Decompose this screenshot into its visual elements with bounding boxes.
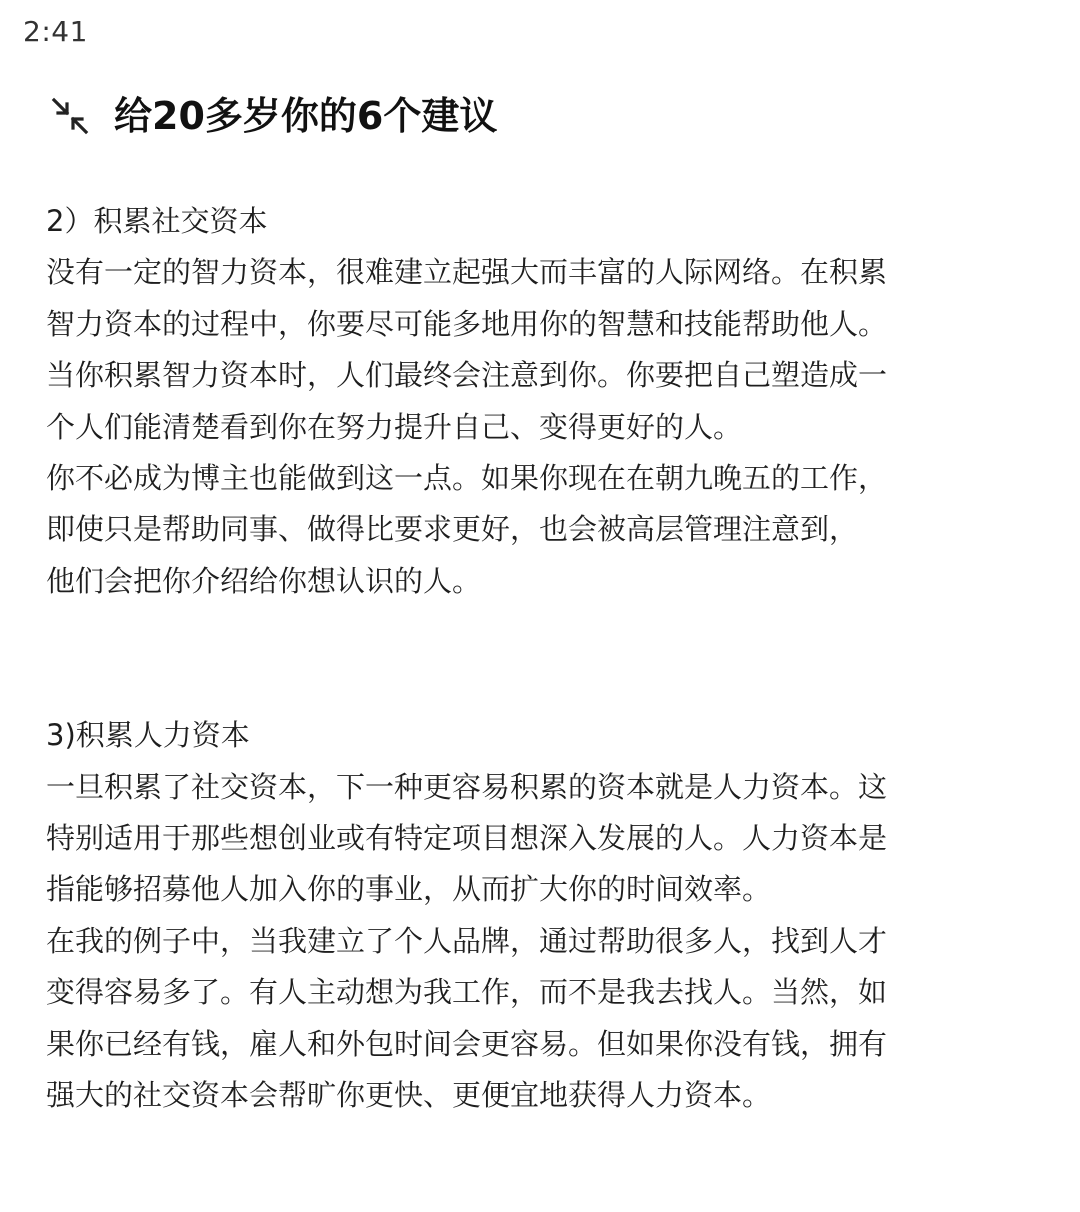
- paragraph-line: 指能够招募他人加入你的事业，从而扩大你的时间效率。: [46, 872, 772, 907]
- header: [48, 88, 497, 144]
- section-heading: 2）积累社交资本: [46, 204, 268, 238]
- paragraph-line: 特别适用于那些想创业或有特定项目想深入发展的人。人力资本是: [46, 821, 888, 856]
- page-title: 给20多岁你的6个建议: [114, 94, 498, 138]
- paragraph-line: 变得容易多了。有人主动想为我工作，而不是我去找人。当然，如: [46, 975, 888, 1010]
- article-body: [46, 196, 946, 1122]
- paragraph-line: 智力资本的过程中，你要尽可能多地用你的智慧和技能帮助他人。: [46, 306, 888, 341]
- section-human-capital: [46, 710, 946, 1121]
- paragraph-line: 即使只是帮助同事、做得比要求更好，也会被高层管理注意到，: [46, 512, 859, 547]
- section-social-capital: [46, 196, 946, 607]
- status-bar-time: 2:41: [23, 15, 88, 48]
- paragraph-line: 在我的例子中，当我建立了个人品牌，通过帮助很多人，找到人才: [46, 923, 888, 958]
- paragraph-line: 强大的社交资本会帮旷你更快、更便宜地获得人力资本。: [46, 1078, 772, 1113]
- collapse-button[interactable]: [48, 94, 92, 138]
- paragraph-line: 一旦积累了社交资本，下一种更容易积累的资本就是人力资本。这: [46, 769, 888, 804]
- section-heading: 3)积累人力资本: [46, 718, 250, 753]
- paragraph-line: 果你已经有钱，雇人和外包时间会更容易。但如果你没有钱，拥有: [46, 1026, 888, 1061]
- paragraph-line: 没有一定的智力资本，很难建立起强大而丰富的人际网络。在积累: [46, 255, 888, 290]
- paragraph-line: 当你积累智力资本时，人们最终会注意到你。你要把自己塑造成一: [46, 358, 888, 393]
- collapse-arrows-icon: [50, 96, 90, 136]
- paragraph-line: 个人们能清楚看到你在努力提升自己、变得更好的人。: [46, 409, 743, 444]
- paragraph-line: 你不必成为博主也能做到这一点。如果你现在在朝九晚五的工作，: [46, 461, 888, 496]
- paragraph-line: 他们会把你介绍给你想认识的人。: [46, 563, 482, 598]
